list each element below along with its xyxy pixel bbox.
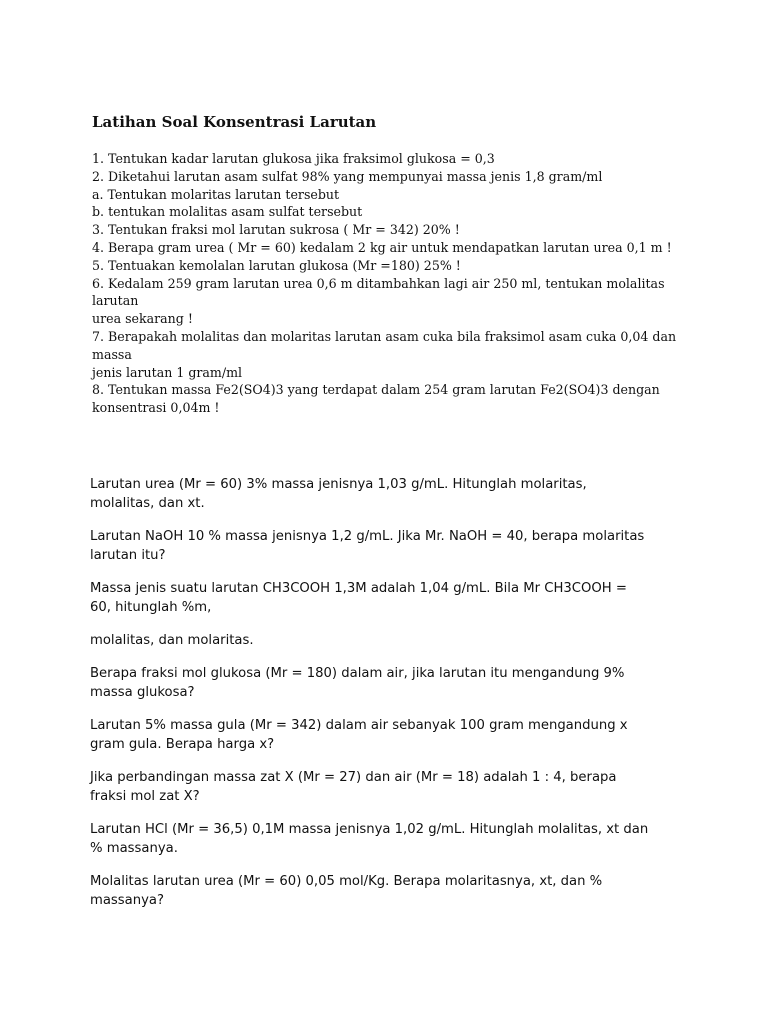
problem-paragraph: molalitas, dan molaritas. xyxy=(90,633,254,648)
problem-paragraph: Larutan urea (Mr = 60) 3% massa jenisnya 1,03 g/mL. Hitunglah molaritas, molalitas, dan xt. xyxy=(90,477,587,511)
exercise-line: urea sekarang ! xyxy=(92,311,193,327)
document-title: Latihan Soal Konsentrasi Larutan xyxy=(92,113,377,131)
problem-paragraph: Molalitas larutan urea (Mr = 60) 0,05 mol/Kg. Berapa molaritasnya, xt, dan % massanya? xyxy=(90,874,603,908)
problem-paragraph: Larutan 5% massa gula (Mr = 342) dalam air sebanyak 100 gram mengandung x gram gula. Berapa harga x? xyxy=(90,718,628,752)
problem-list xyxy=(90,475,690,924)
exercise-line: 5. Tentuakan kemolalan larutan glukosa (Mr =180) 25% ! xyxy=(92,257,461,273)
exercise-line: 2. Diketahui larutan asam sulfat 98% yang mempunyai massa jenis 1,8 gram/ml xyxy=(92,168,603,184)
exercise-line: 4. Berapa gram urea ( Mr = 60) kedalam 2 kg air untuk mendapatkan larutan urea 0,1 m ! xyxy=(92,239,672,255)
exercise-line: 7. Berapakah molalitas dan molaritas larutan asam cuka bila fraksimol asam cuka 0,04 dan massa xyxy=(92,328,681,362)
exercise-line: 3. Tentukan fraksi mol larutan sukrosa ( Mr = 342) 20% ! xyxy=(92,222,460,238)
exercise-line: konsentrasi 0,04m ! xyxy=(92,400,220,416)
exercise-line: b. tentukan molalitas asam sulfat tersebut xyxy=(92,204,363,220)
exercise-line: a. Tentukan molaritas larutan tersebut xyxy=(92,186,340,202)
exercise-line: 8. Tentukan massa Fe2(SO4)3 yang terdapat dalam 254 gram larutan Fe2(SO4)3 dengan xyxy=(92,382,660,398)
problem-paragraph: Massa jenis suatu larutan CH3COOH 1,3M adalah 1,04 g/mL. Bila Mr CH3COOH = 60, hitunglah %m, xyxy=(90,581,627,615)
exercise-line: jenis larutan 1 gram/ml xyxy=(92,364,243,380)
problem-paragraph: Larutan HCl (Mr = 36,5) 0,1M massa jenisnya 1,02 g/mL. Hitunglah molalitas, xt dan % massanya. xyxy=(90,822,649,856)
problem-paragraph: Larutan NaOH 10 % massa jenisnya 1,2 g/mL. Jika Mr. NaOH = 40, berapa molaritas larutan itu? xyxy=(90,529,645,563)
problem-paragraph: Berapa fraksi mol glukosa (Mr = 180) dalam air, jika larutan itu mengandung 9% massa glukosa? xyxy=(90,666,625,700)
exercise-line: 6. Kedalam 259 gram larutan urea 0,6 m ditambahkan lagi air 250 ml, tentukan molalitas larutan xyxy=(92,275,669,309)
exercise-line: 1. Tentukan kadar larutan glukosa jika fraksimol glukosa = 0,3 xyxy=(92,151,495,166)
exercise-list xyxy=(92,150,692,417)
problem-paragraph: Jika perbandingan massa zat X (Mr = 27) dan air (Mr = 18) adalah 1 : 4, berapa fraksi mol zat X? xyxy=(90,770,617,804)
